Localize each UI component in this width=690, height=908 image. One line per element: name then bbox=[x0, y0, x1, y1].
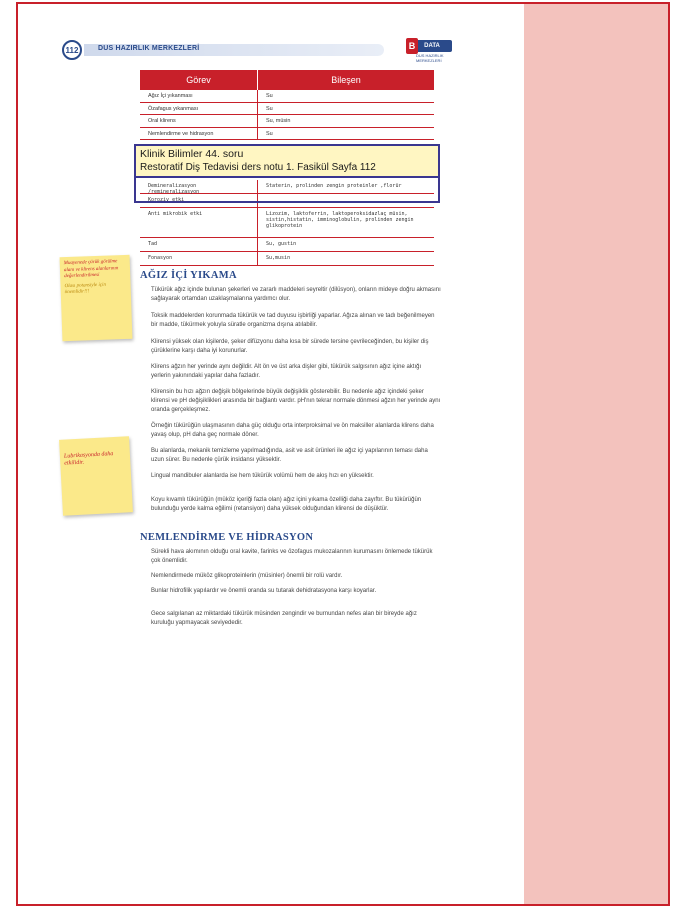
cell-component: Su bbox=[266, 130, 273, 137]
sticky-note-1 bbox=[60, 255, 133, 341]
header-title: DUS HAZIRLIK MERKEZLERİ bbox=[98, 45, 200, 52]
paragraph: Tükürük ağız içinde bulunan şekerleri ve zararlı maddeleri seyreltir (dilüsyon), onların mideye doğru akmasını sağlayarak ortamdan uzaklaşmalarına yardımcı olur. bbox=[151, 287, 441, 302]
table-row bbox=[140, 103, 434, 116]
paragraph: Klirens ağzın her yerinde aynı değildir. Alt ön ve üst arka dişler gibi, tükürük salgısının ağız içine aktığı yerlerin yakınındaki yapılar daha fazladır. bbox=[151, 364, 422, 379]
column-header-component: Bileşen bbox=[331, 75, 361, 85]
cell-component: Staterin, prolinden zengin proteinler ,florür bbox=[266, 183, 402, 189]
paragraph: Örneğin tükürüğün ulaşmasının daha güç olduğu orta interproksimal ve ön maksiller alanlarda klirens daha yavaş olup, pH daha geç normale döner. bbox=[151, 423, 434, 438]
annotation-box bbox=[134, 144, 440, 178]
paragraph: Sürekli hava akımının olduğu oral kavite, farinks ve özofagus mukozalarının kurumasını önlemede tükürük çok önemlidir. bbox=[151, 549, 433, 564]
paragraph: Bu alanlarda, mekanik temizleme yapılmadığında, asit ve asit ürünleri ile ağız içi yapılarının teması daha uzun sürer. Bu nedenle çürük insidansı yüksektir. bbox=[151, 448, 428, 463]
annotation-line-2: Restoratif Diş Tedavisi ders notu 1. Fasikül Sayfa 112 bbox=[140, 162, 376, 173]
paragraph: Lingual mandibuler alanlarda ise hem tükürük volümü hem de akış hızı en yüksektir. bbox=[151, 473, 374, 479]
sticky-note-2 bbox=[59, 436, 133, 516]
table-row bbox=[140, 238, 434, 252]
brand-logo bbox=[406, 38, 452, 62]
sticky-note-1-text: Muayenede çürük görülme alanı ve klirens alanlarının değerlendirilmesi bbox=[63, 259, 119, 280]
annotation-line-1: Klinik Bilimler 44. soru bbox=[140, 148, 244, 160]
page-header bbox=[62, 38, 452, 62]
page-number: 112 bbox=[62, 40, 82, 60]
side-strip bbox=[524, 4, 670, 904]
table-row bbox=[140, 90, 434, 103]
paragraph: Toksik maddelerden korunmada tükürük ve tad duyusu işbirliği yaparlar. Ağıza alınan ve tadı beğenilmeyen bir madde, tükürmek yoluyla süratle organizma dışına atılabilir. bbox=[151, 313, 435, 328]
cell-task: Özafagus yıkanması bbox=[140, 103, 258, 115]
paragraph: Klirensin bu hızı ağzın değişik bölgelerinde büyük değişiklik gösterebilir. Bu nedenle ağız içindeki şeker klirensi ve pH değişiklikleri arasında bir bağlantı vardır. pH'nın tekrar normale dönmesi ağzın her yerinde aynı oranda gerçekleşmez. bbox=[151, 389, 441, 413]
paragraph: Gece salgılanan az miktardaki tükürük müsinden zengindir ve burnundan nefes alan bir bireyde ağız kuruluğu yapmayacak seviyededir. bbox=[151, 611, 417, 626]
cell-task: Tad bbox=[140, 238, 258, 251]
cell-component: Su bbox=[266, 105, 273, 112]
sticky-note-1-text2: Olası potansiyle için önemlidir!!! bbox=[64, 282, 107, 296]
paragraph: Klirensi yüksek olan kişilerde, şeker difüzyonu daha kısa bir sürede tersine çevrileceğinden, bu kişiler diş çürüklerine karşı daha iyi korunurlar. bbox=[151, 339, 429, 354]
cell-component: Su bbox=[266, 93, 273, 99]
cell-component: Su,musin bbox=[266, 255, 291, 261]
section-title-hydration: NEMLENDİRME VE HİDRASYON bbox=[140, 532, 314, 543]
logo-subtitle: DUS HAZIRLIK MERKEZLERİ bbox=[416, 53, 444, 63]
table-row bbox=[140, 208, 434, 238]
table-header bbox=[140, 70, 434, 90]
annotation-highlight-frame bbox=[134, 177, 440, 203]
page-frame bbox=[16, 2, 670, 906]
paragraph: Koyu kıvamlı tükürüğün (müköz içeriği fazla olan) ağız içini yıkama özelliği daha zayıftır. Bu tükürüğün bulunduğu yerde kalma eğilimi (retansiyon) daha yüksek olduğundan klirensi de düşüktür. bbox=[151, 497, 422, 512]
cell-task: Oral klirens bbox=[140, 115, 258, 127]
cell-component: Lizozim, laktoferrin, laktoperoksidazlaç müsin, sistin,histatin, imminoglobulin, prolinden zengin glikoprotein bbox=[266, 211, 414, 229]
table-row bbox=[140, 115, 434, 128]
cell-task: Fonasyon bbox=[140, 252, 258, 265]
cell-task: Demineralizasyon /remineralizasyon bbox=[140, 180, 258, 193]
section-title-mouth-rinsing: AĞIZ İÇİ YIKAMA bbox=[140, 270, 237, 281]
sticky-note-2-text: Lubrikasyonda daha etkilidir. bbox=[63, 451, 114, 467]
cell-component: Su, gustin bbox=[266, 241, 297, 247]
paragraph: Nemlendirmede müköz glikoproteinlerin (müsinler) önemli bir rolü vardır. bbox=[151, 573, 343, 579]
cell-task: Anti mikrobik etki bbox=[140, 208, 258, 237]
table-row bbox=[140, 128, 434, 141]
logo-text: DATA bbox=[412, 40, 452, 52]
cell-task: Nemlendirme ve hidrasyon bbox=[140, 128, 258, 140]
paragraph: Bunlar hidrofilik yapılardır ve önemli oranda su tutarak dehidratasyona karşı koyarlar. bbox=[151, 588, 377, 594]
table-row bbox=[140, 252, 434, 266]
cell-task: Koroziv etki bbox=[140, 194, 258, 207]
cell-component: Su, müsin bbox=[266, 118, 291, 124]
logo-mark: B bbox=[406, 38, 418, 54]
column-header-task: Görev bbox=[140, 70, 258, 90]
cell-task: Ağız İçi yıkanması bbox=[140, 90, 258, 102]
